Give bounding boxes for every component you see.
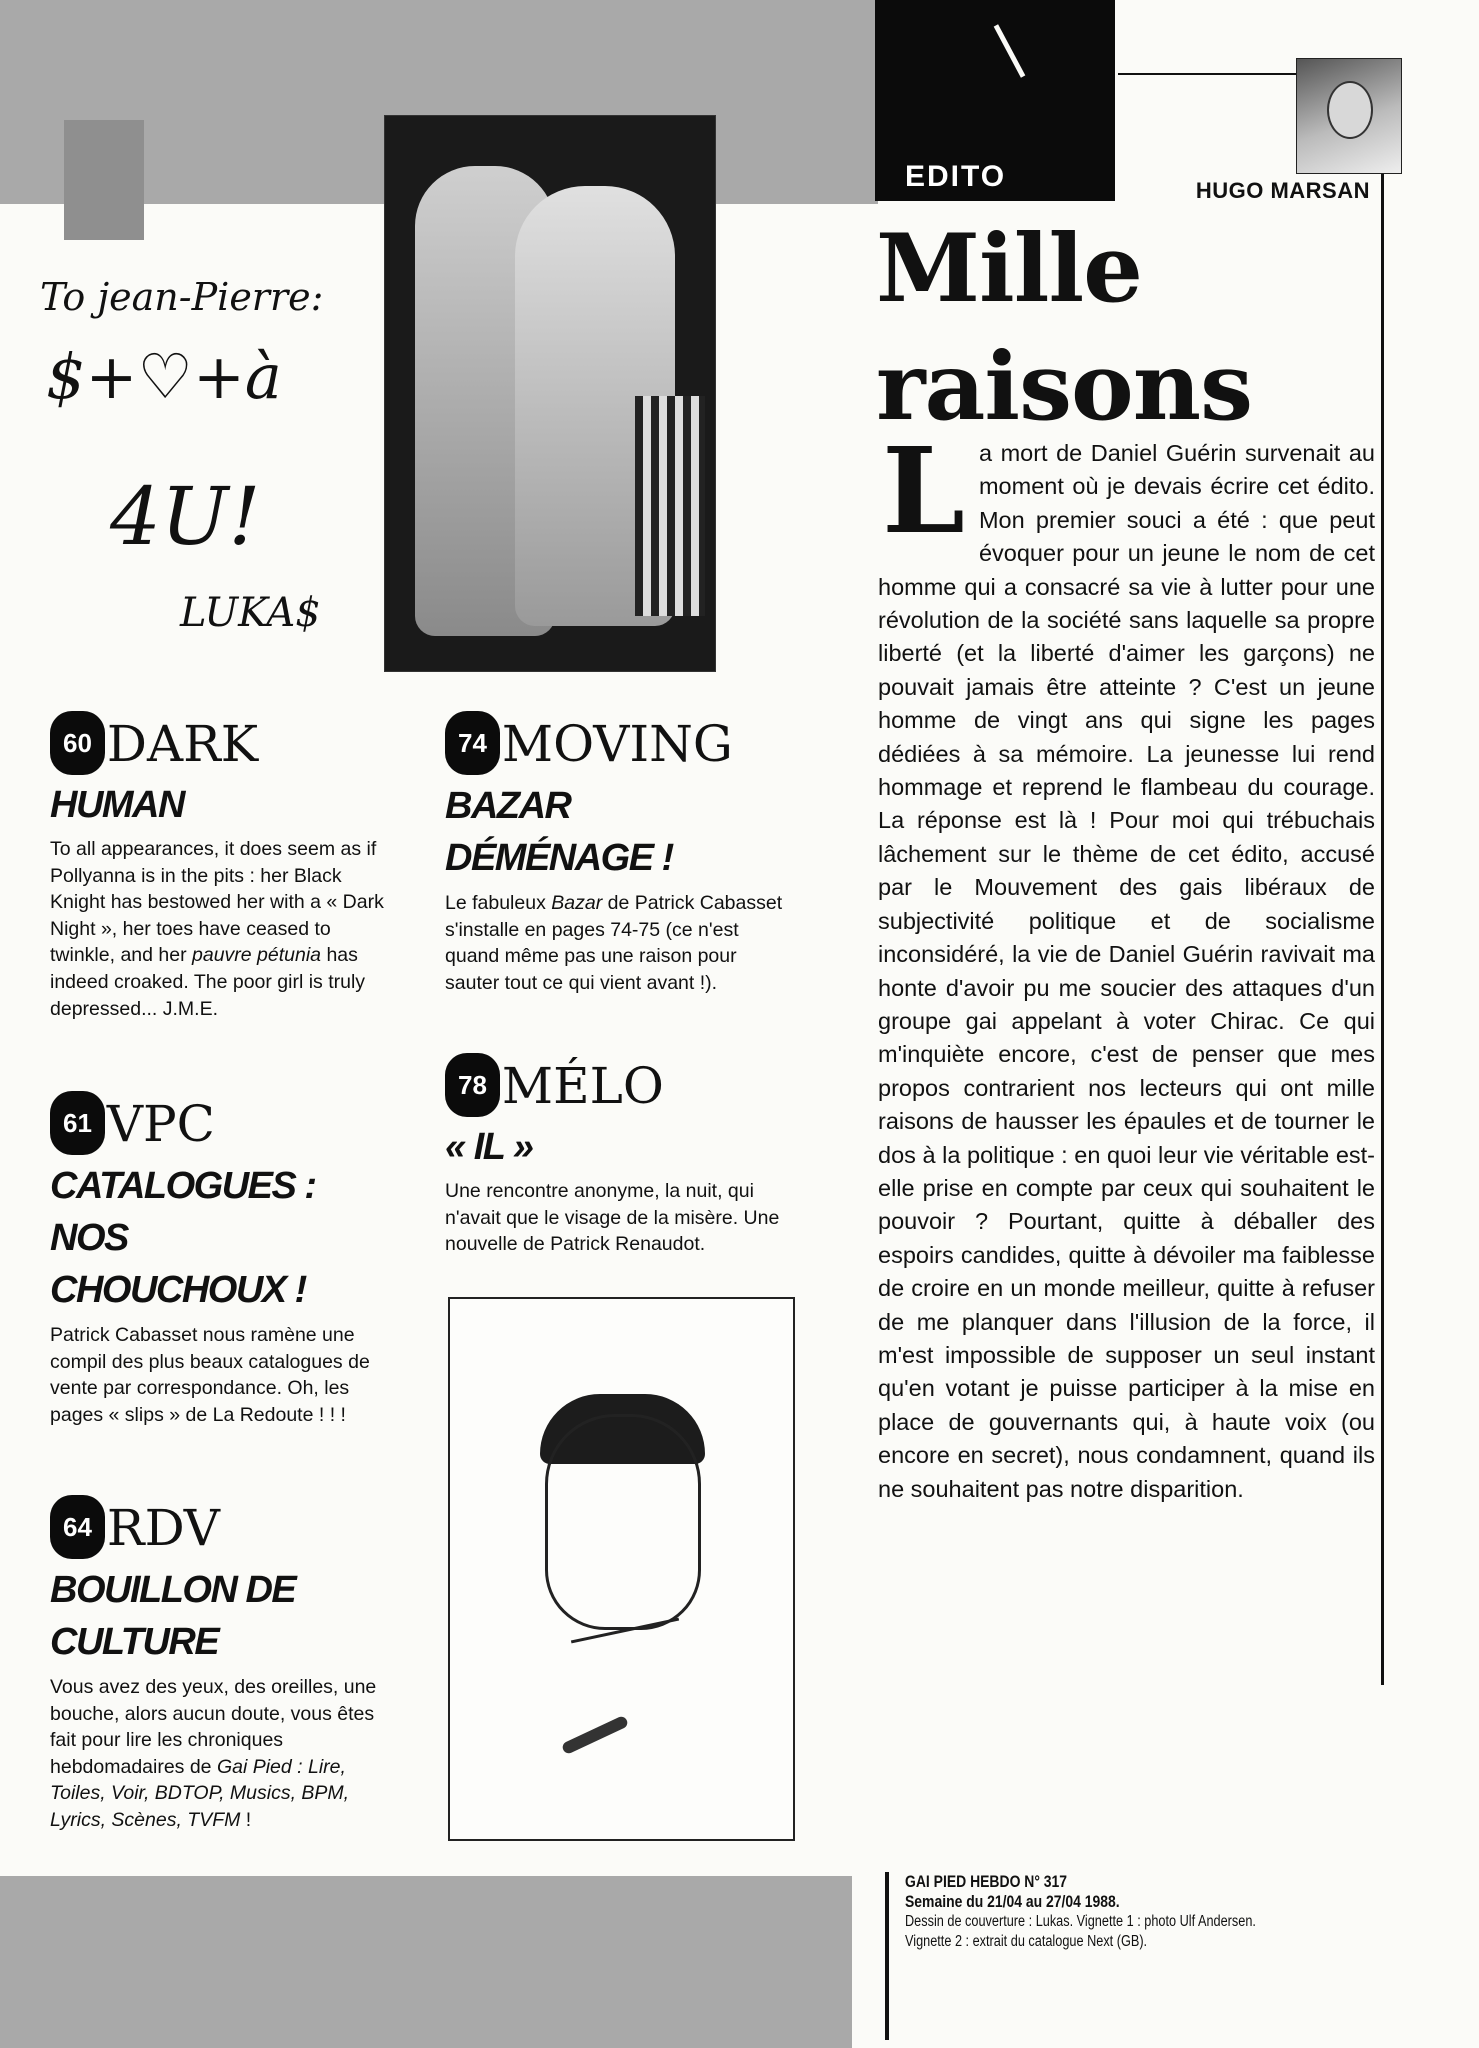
- edito-headline: [876, 210, 1252, 446]
- author-photo: [1296, 58, 1402, 174]
- header-rule: [1118, 73, 1296, 75]
- section-heading: [50, 716, 390, 780]
- dedication-line-3: 4U!: [110, 470, 261, 563]
- cover-credit: Dessin de couverture : Lukas. Vignette 1 : photo Ulf Andersen.: [905, 1913, 1256, 1930]
- section-title: DARK: [106, 715, 259, 773]
- slash-mark: [994, 24, 1026, 78]
- edito-body-text: a mort de Daniel Guérin survenait au moment où je devais écrire cet édito. Mon premier souci a été : que peut évoquer pour un jeune le nom de cet homme qui a consacré sa vie à lutter pour une révolution de la société sans laquelle sa propre liberté (et la liberté d'aimer les garçons) ne pouvait jamais être atteinte ? C'est un jeune homme de vingt ans qui signe les pages dédiées à sa mémoire. La jeunesse lui rend hommage et reprend le flambeau du courage. La réponse est là ! Pour moi qui trébuchais lâchement sur le thème de cet édito, accusé par le Mouvement des gais libéraux de subjectivité politique et de socialisme inconsidéré, la vie de Daniel Guérin ravivait ma honte d'avoir pu me soucier des attaques d'un groupe gai appelant à voter Chirac. Ce qui m'inquiète encore, c'est de penser que mes propos contrarient nos lecteurs qui ont mille raisons de hausser les épaules et de tourner le dos à la politique : en quoi leur vie véritable est-elle prise en compte par ceux qui souhaitent le pouvoir ? Pourtant, quitte à déballer des espoirs candides, quitte à dévoiler ma faiblesse de croire en un monde meilleur, quitte à refuser de me planquer dans l'illusion de la force, il m'est impossible de supposer un seul instant qu'en votant je puisse participer à la mise en place de gouvernants qui, à haute voix (ou encore en secret), nous condamnent, quand ils ne souhaitent pas notre disparition.: [878, 440, 1375, 1502]
- section-heading: [50, 1500, 385, 1564]
- author-name: HUGO MARSAN: [1195, 178, 1370, 203]
- handwritten-dedication: [40, 110, 340, 670]
- section-title: VPC: [106, 1095, 215, 1153]
- page-badge: 74: [445, 711, 500, 775]
- headline-line-2: raisons: [876, 332, 1253, 442]
- cover-illustration: [384, 115, 716, 672]
- headline-line-1: Mille: [876, 214, 1142, 324]
- dedication-line-1: To jean-Pierre:: [40, 275, 324, 319]
- column-rule: [1381, 160, 1384, 1685]
- section-body: Vous avez des yeux, des oreilles, une bouche, alors aucun doute, vous êtes fait pour lire les chroniques hebdomadaires de Gai Pied : Lire, Toiles, Voir, BDTOP, Musics, BPM, Lyrics, Scènes, TVFM !: [50, 1676, 377, 1831]
- section-78: [445, 1058, 785, 1258]
- drop-cap: L: [882, 421, 965, 560]
- page-badge: 60: [50, 711, 105, 775]
- section-subtitle: BOUILLON DE CULTURE: [50, 1569, 296, 1663]
- section-heading: [445, 1058, 785, 1122]
- section-subtitle: « IL »: [445, 1126, 533, 1168]
- section-64: [50, 1500, 385, 1834]
- section-body: Une rencontre anonyme, la nuit, qui n'avait que le visage de la misère. Une nouvelle de Patrick Renaudot.: [445, 1180, 780, 1256]
- sketch-chest-line: [561, 1715, 630, 1755]
- section-title: RDV: [106, 1499, 220, 1557]
- section-subtitle: HUMAN: [50, 784, 184, 826]
- section-body: To all appearances, it does seem as if Pollyanna is in the pits : her Black Knight has bestowed her with a « Dark Night », her toes have ceased to twinkle, and her pauvre pétunia has indeed croaked. The poor girl is truly depressed... J.M.E.: [50, 838, 384, 1020]
- page-badge: 78: [445, 1053, 500, 1117]
- grey-paper-scrap: [64, 120, 144, 240]
- section-heading: [50, 1096, 380, 1160]
- section-body: Le fabuleux Bazar de Patrick Cabasset s'installe en pages 74-75 (ce n'est quand même pas une raison pour sauter tout ce qui vient avant !).: [445, 892, 783, 994]
- edito-body: [878, 421, 1375, 1506]
- page-badge: 64: [50, 1495, 105, 1559]
- sketch-head: [545, 1414, 701, 1630]
- dedication-line-2: $+♡+à: [46, 340, 282, 413]
- author-face: [1327, 81, 1373, 139]
- issue-week: Semaine du 21/04 au 27/04 1988.: [905, 1892, 1120, 1911]
- portrait-sketch: [448, 1297, 795, 1841]
- page-badge: 61: [50, 1091, 105, 1155]
- section-subtitle: CATALOGUES : NOS CHOUCHOUX !: [50, 1165, 316, 1311]
- section-body: Patrick Cabasset nous ramène une compil des plus beaux catalogues de vente par correspondance. Oh, les pages « slips » de La Redoute ! ! !: [50, 1324, 370, 1426]
- grey-background-block-bottom: [0, 1876, 852, 2048]
- section-heading: [445, 716, 790, 780]
- issue-credits: [885, 1872, 1333, 2040]
- artist-signature: LUKA$: [180, 590, 321, 636]
- vignette-credit: Vignette 2 : extrait du catalogue Next (GB).: [905, 1933, 1148, 1950]
- section-60: [50, 716, 390, 1022]
- section-61: [50, 1096, 380, 1428]
- section-subtitle: BAZAR DÉMÉNAGE !: [445, 785, 673, 879]
- section-title: MOVING: [501, 715, 733, 773]
- issue-number: GAI PIED HEBDO N° 317: [905, 1872, 1068, 1891]
- section-74: [445, 716, 790, 996]
- edito-label: EDITO: [905, 160, 1007, 193]
- section-title: MÉLO: [501, 1057, 664, 1115]
- illustration-flag: [635, 396, 705, 616]
